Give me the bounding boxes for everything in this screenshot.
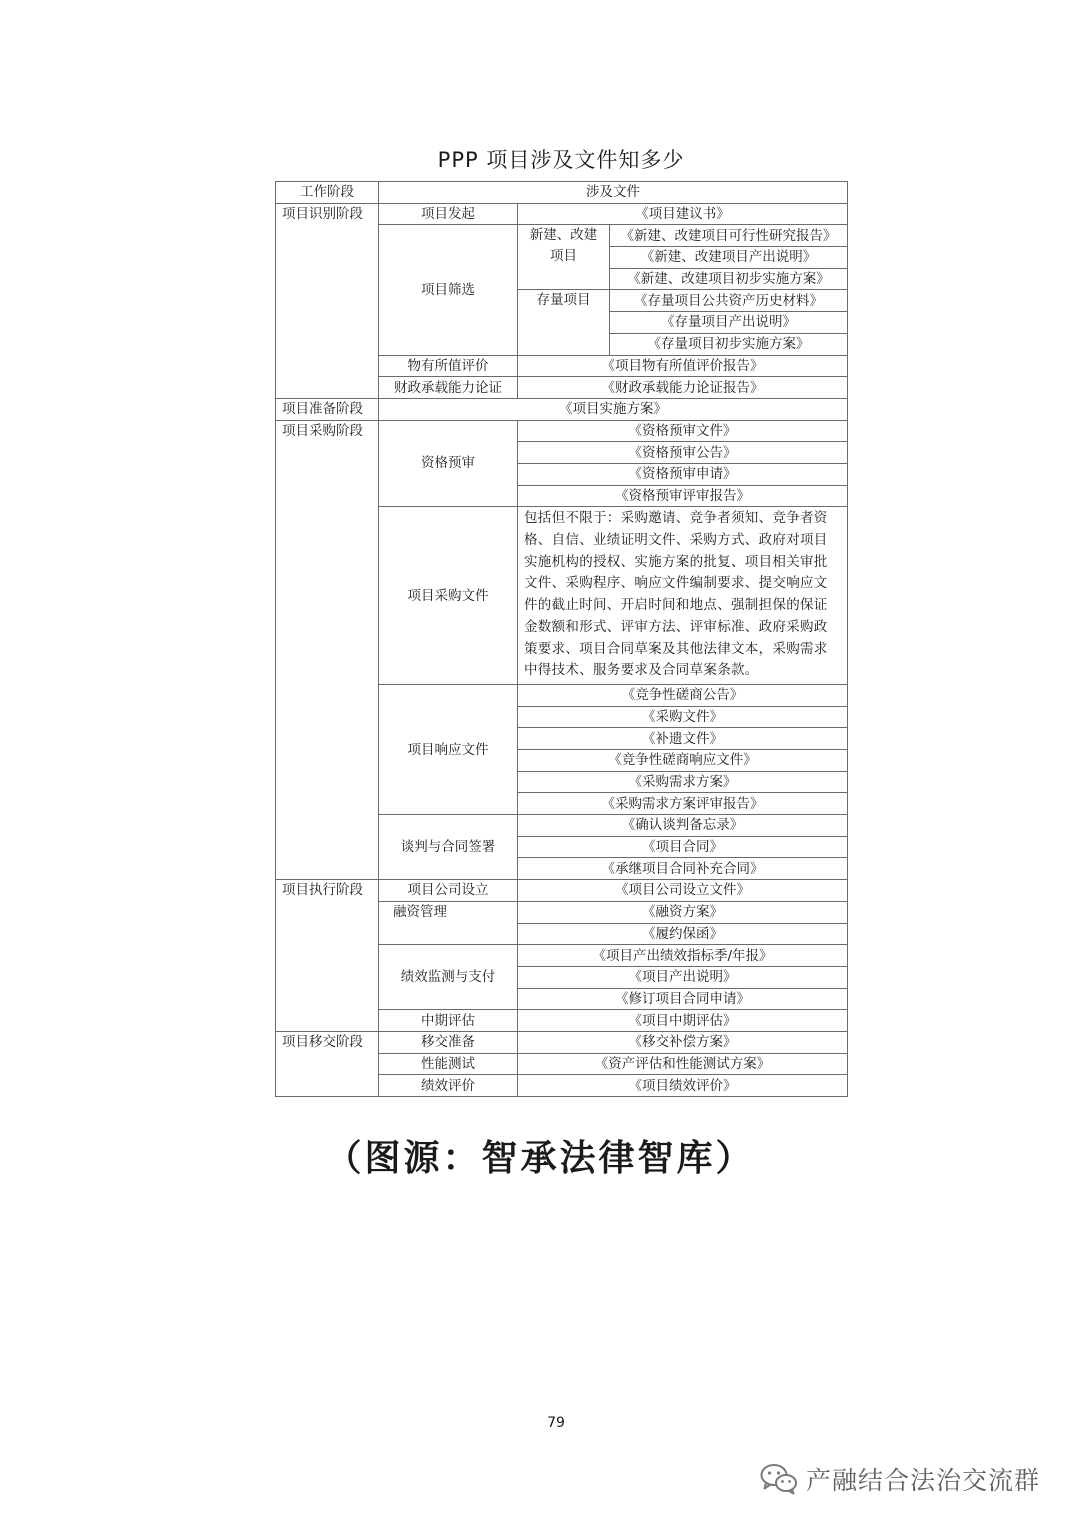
table-header-row: [276, 182, 848, 204]
doc-cell: 《新建、改建项目可行性研究报告》: [610, 225, 848, 247]
watermark-text: 产融结合法治交流群: [806, 1466, 1041, 1495]
stage-cell: 项目移交阶段: [276, 1031, 379, 1096]
doc-cell: 《竞争性磋商响应文件》: [518, 750, 848, 772]
doc-cell: 《新建、改建项目产出说明》: [610, 247, 848, 269]
doc-cell: 《项目公司设立文件》: [518, 880, 848, 902]
item-cell: 财政承载能力论证: [379, 377, 518, 399]
doc-cell: 《项目中期评估》: [518, 1010, 848, 1032]
doc-cell: 《存量项目公共资产历史材料》: [610, 290, 848, 312]
wechat-icon: [760, 1463, 798, 1495]
doc-cell: 《资格预审申请》: [518, 463, 848, 485]
doc-cell: 《新建、改建项目初步实施方案》: [610, 268, 848, 290]
stage-cell: 项目执行阶段: [276, 880, 379, 1032]
item-cell: 绩效评价: [379, 1075, 518, 1097]
doc-cell: 《移交补偿方案》: [518, 1031, 848, 1053]
doc-cell: 《项目绩效评价》: [518, 1075, 848, 1097]
doc-cell: 《融资方案》: [518, 901, 848, 923]
doc-cell: 《存量项目初步实施方案》: [610, 333, 848, 355]
item-cell: 移交准备: [379, 1031, 518, 1053]
item-cell: 项目筛选: [379, 225, 518, 355]
sub-item-cell: 新建、改建项目: [518, 225, 610, 290]
item-cell: 项目采购文件: [379, 507, 518, 685]
doc-cell: 《竞争性磋商公告》: [518, 684, 848, 706]
table-row: [276, 398, 848, 420]
doc-cell: 《存量项目产出说明》: [610, 312, 848, 334]
doc-cell: 《采购文件》: [518, 706, 848, 728]
item-cell: 项目发起: [379, 203, 518, 225]
doc-cell: 《项目建议书》: [518, 203, 848, 225]
item-cell: 资格预审: [379, 420, 518, 507]
doc-cell: 《资格预审文件》: [518, 420, 848, 442]
doc-cell: 《采购需求方案》: [518, 771, 848, 793]
sub-item-cell: 存量项目: [518, 290, 610, 355]
doc-cell: 《项目合同》: [518, 836, 848, 858]
table-row: [276, 1031, 848, 1053]
doc-cell: 《履约保函》: [518, 923, 848, 945]
doc-cell: 《修订项目合同申请》: [518, 988, 848, 1010]
table-title: PPP 项目涉及文件知多少: [437, 148, 685, 172]
doc-cell: 《采购需求方案评审报告》: [518, 793, 848, 815]
table-row: [276, 880, 848, 902]
wechat-watermark: [760, 1459, 1040, 1499]
item-cell: 中期评估: [379, 1010, 518, 1032]
item-cell: 项目公司设立: [379, 880, 518, 902]
doc-cell: 《承继项目合同补充合同》: [518, 858, 848, 880]
item-cell: 融资管理: [379, 901, 518, 944]
ppp-documents-table: [275, 181, 848, 1097]
doc-paragraph-cell: 包括但不限于：采购邀请、竞争者须知、竞争者资格、自信、业绩证明文件、采购方式、政府对项目实施机构的授权、实施方案的批复、项目相关审批文件、采购程序、响应文件编制要求、提交响应文件的截止时间、开启时间和地点、强制担保的保证金数额和形式、评审方法、评审标准、政府采购政策要求、项目合同草案及其他法律文本，采购需求中得技术、服务要求及合同草案条款。: [518, 507, 848, 685]
stage-cell: 项目准备阶段: [276, 398, 379, 420]
doc-cell: 《补遗文件》: [518, 728, 848, 750]
doc-cell: 《项目产出绩效指标季/年报》: [518, 945, 848, 967]
doc-cell: 《项目实施方案》: [379, 398, 848, 420]
doc-cell: 《资格预审公告》: [518, 442, 848, 464]
doc-cell: 《资产评估和性能测试方案》: [518, 1053, 848, 1075]
header-documents: 涉及文件: [379, 182, 848, 204]
image-source-caption: （图源：智承法律智库）: [325, 1137, 755, 1179]
doc-cell: 《确认谈判备忘录》: [518, 815, 848, 837]
item-cell: 性能测试: [379, 1053, 518, 1075]
stage-cell: 项目识别阶段: [276, 203, 379, 398]
page-number: 79: [547, 1415, 565, 1431]
item-cell: 绩效监测与支付: [379, 945, 518, 1010]
item-cell: 物有所值评价: [379, 355, 518, 377]
item-cell: 项目响应文件: [379, 684, 518, 814]
doc-cell: 《财政承载能力论证报告》: [518, 377, 848, 399]
doc-cell: 《资格预审评审报告》: [518, 485, 848, 507]
header-stage: 工作阶段: [276, 182, 379, 204]
item-cell: 谈判与合同签署: [379, 815, 518, 880]
doc-cell: 《项目产出说明》: [518, 966, 848, 988]
doc-cell: 《项目物有所值评价报告》: [518, 355, 848, 377]
stage-cell: 项目采购阶段: [276, 420, 379, 880]
table-row: [276, 203, 848, 225]
table-row: [276, 420, 848, 442]
